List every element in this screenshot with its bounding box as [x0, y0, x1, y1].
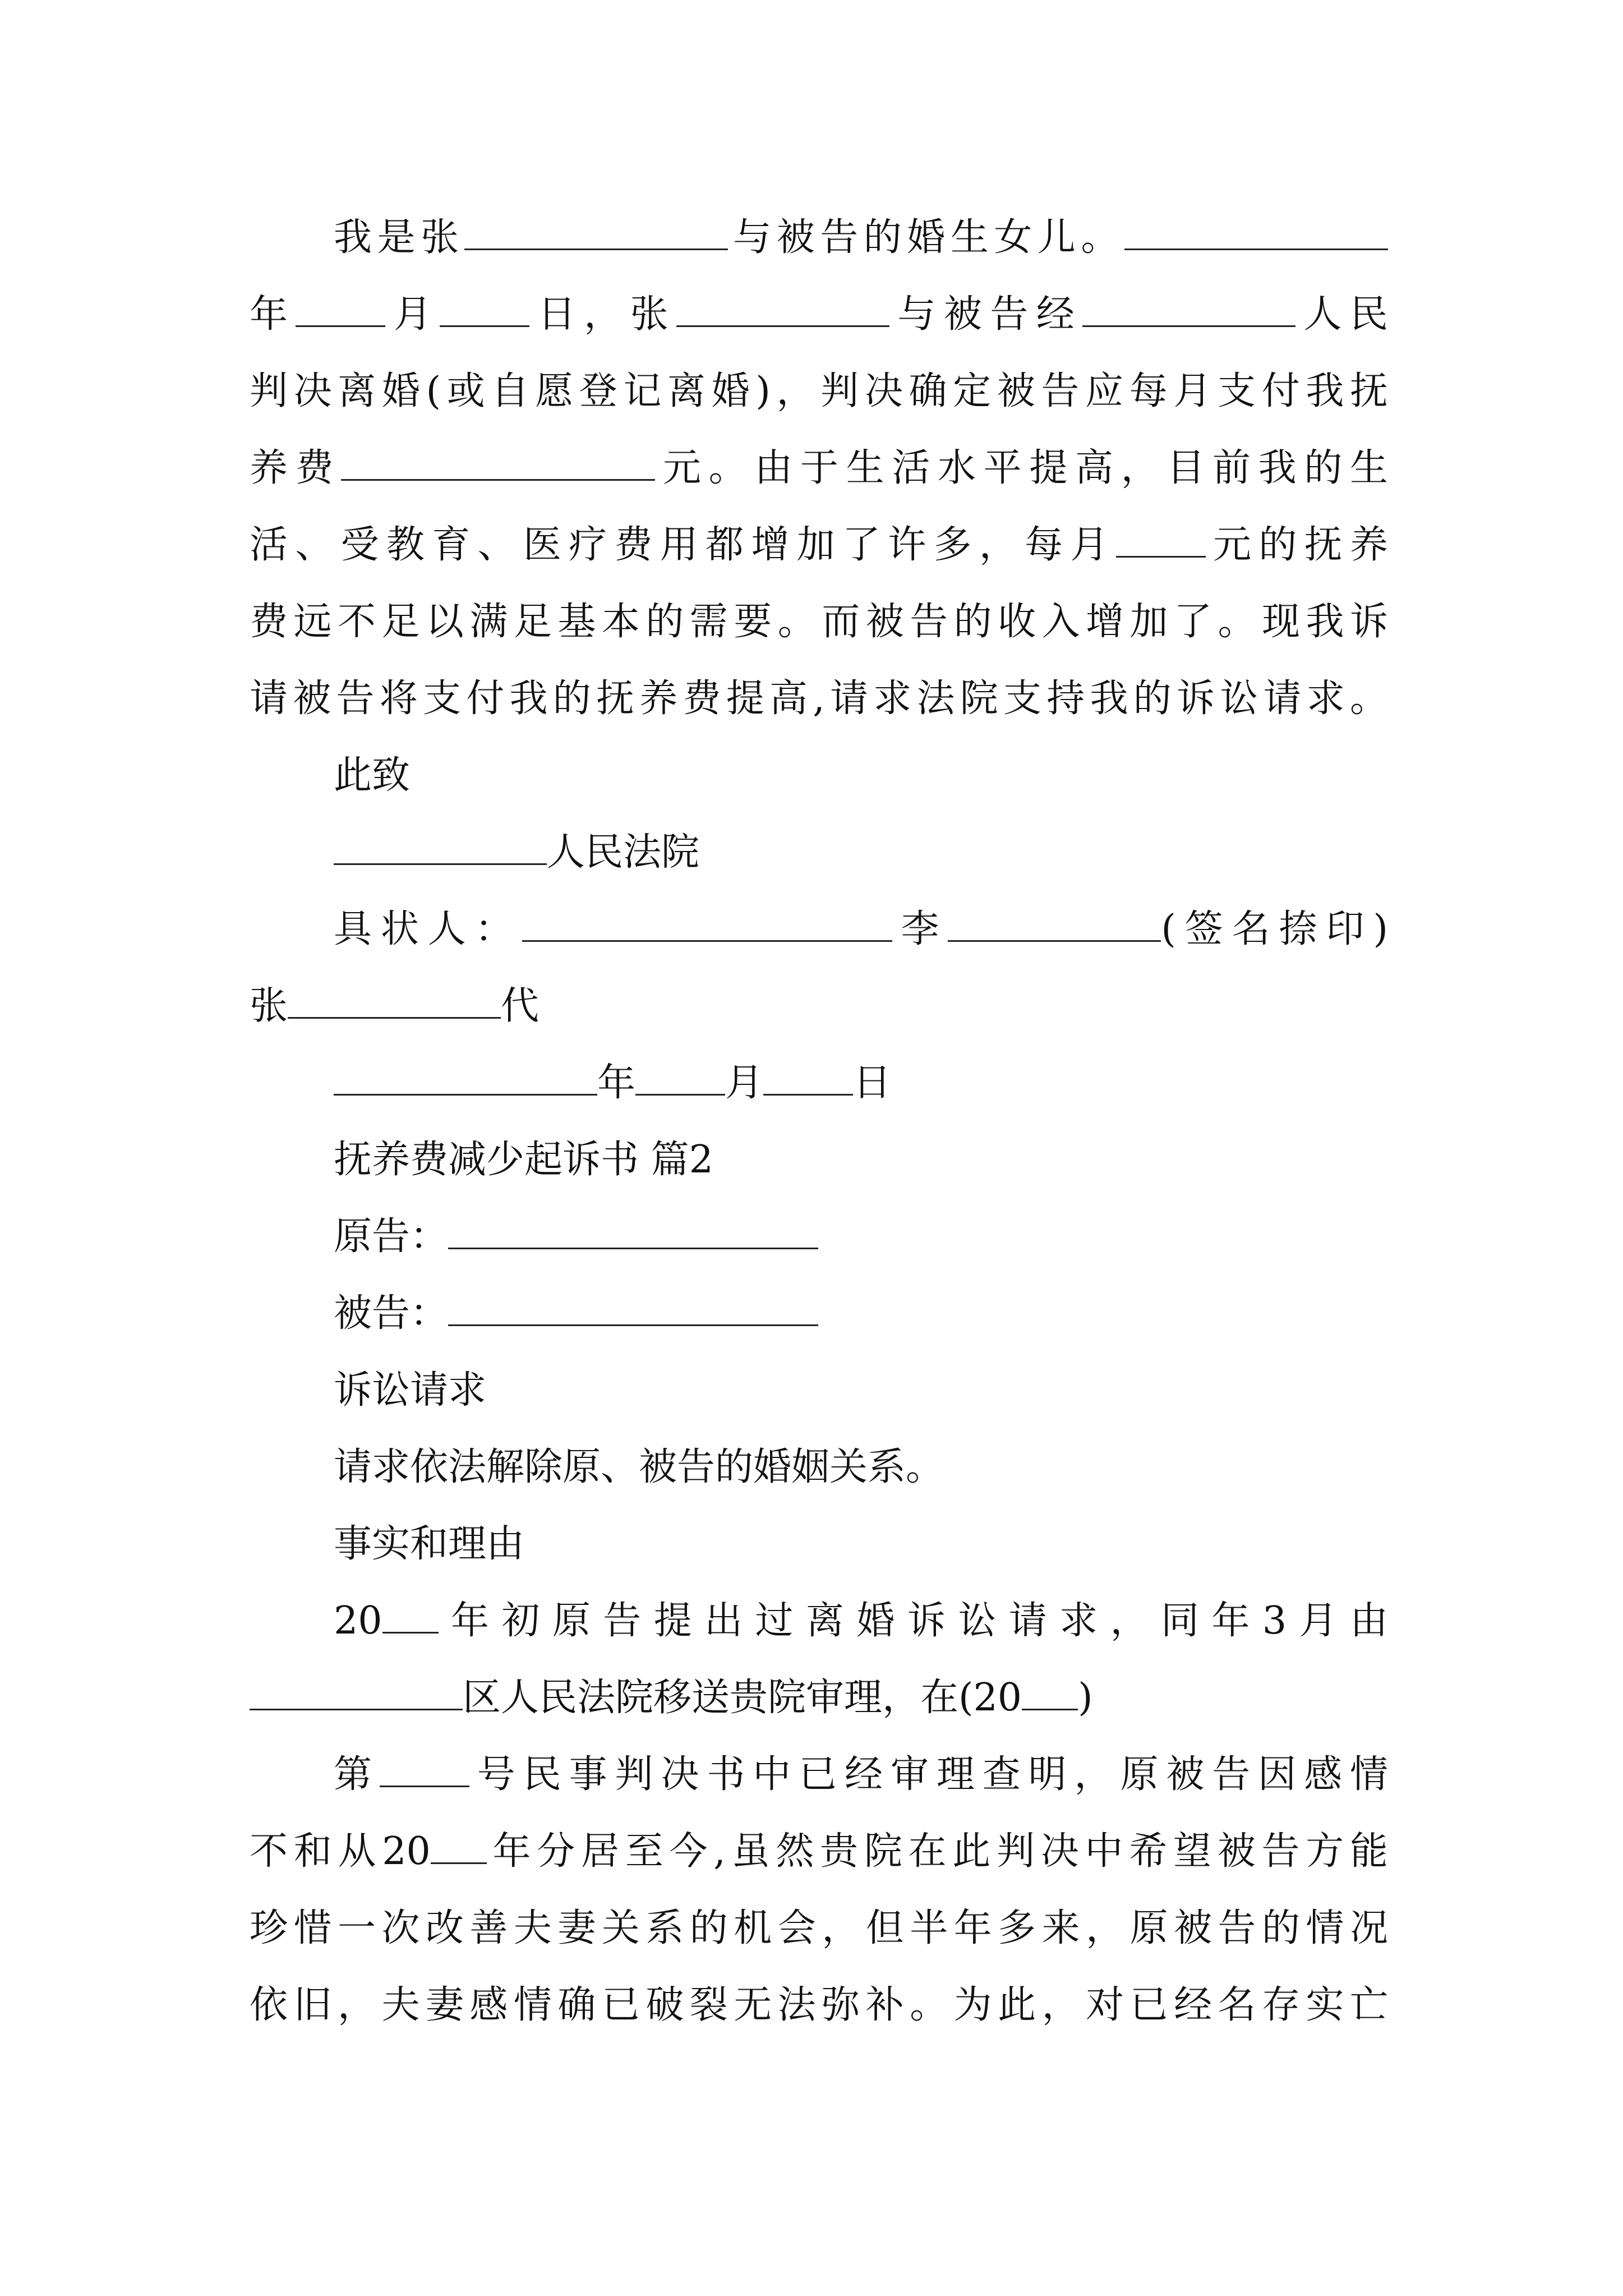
fill-blank	[948, 912, 1161, 942]
paragraph-line	[250, 1813, 1388, 1890]
text-segment: 人民	[1295, 292, 1388, 337]
text-segment: 年分居至今,虽然贵院在此判决中希望被告方能	[486, 1829, 1388, 1874]
paragraph-line	[250, 199, 1388, 276]
claims-text: 请求依法解除原、被告的婚姻关系。	[334, 1445, 944, 1489]
fill-blank	[288, 989, 501, 1019]
text-segment: 养费	[250, 446, 342, 490]
paragraph-line: 依旧，夫妻感情确已破裂无法弥补。为此，对已经名存实亡	[250, 1983, 1388, 2027]
claims-heading: 诉讼请求	[334, 1368, 487, 1412]
text-segment: 元的抚养	[1205, 523, 1388, 567]
fill-blank	[522, 912, 892, 942]
text-segment: 李	[892, 907, 948, 951]
fill-blank	[250, 1681, 463, 1710]
date-line	[250, 1045, 1388, 1121]
text-segment: 第	[334, 1752, 380, 1797]
text-segment: 与被告经	[889, 292, 1083, 337]
fill-blank	[448, 1296, 818, 1326]
fill-blank	[380, 1757, 469, 1787]
text-segment: 人民法院	[547, 830, 700, 875]
text-segment: 日	[853, 1061, 892, 1105]
fill-blank	[448, 1220, 818, 1249]
text-segment: 代	[501, 984, 540, 1028]
paragraph-line: 请被告将支付我的抚养费提高,请求法院支持我的诉讼请求。	[250, 677, 1388, 721]
defendant-line	[250, 1275, 1388, 1352]
paragraph-line	[250, 430, 1388, 507]
paragraph-line: 珍惜一次改善夫妻关系的机会，但半年多来，原被告的情况	[250, 1906, 1388, 1950]
fill-blank	[464, 220, 728, 250]
paragraph-line	[250, 1659, 1388, 1736]
document-body	[250, 199, 1388, 2044]
paragraph-line	[250, 1736, 1388, 1813]
salutation: 此致	[334, 753, 411, 798]
fill-blank	[1124, 220, 1388, 250]
fill-blank	[1082, 297, 1295, 327]
fill-blank	[296, 297, 385, 327]
text-segment: 被告：	[334, 1291, 449, 1336]
text-segment: 元。由于生活水平提高，目前我的生	[655, 446, 1388, 490]
plaintiff-line	[250, 1198, 1388, 1275]
text-segment: 不和从20	[250, 1829, 431, 1874]
text-segment: 年初原告提出过离婚诉讼请求，同年3月由	[438, 1599, 1388, 1643]
fill-blank	[1022, 1681, 1078, 1710]
text-segment: 原告：	[334, 1214, 449, 1259]
text-segment: 年	[597, 1061, 636, 1105]
text-segment: 我是张	[334, 215, 464, 260]
fill-blank	[1116, 528, 1206, 558]
agent-line	[250, 968, 1388, 1045]
text-segment: 张	[250, 984, 288, 1028]
facts-heading: 事实和理由	[334, 1522, 525, 1566]
text-segment: 具状人：	[334, 907, 522, 951]
paragraph-line	[250, 507, 1388, 583]
text-segment: 活、受教育、医疗费用都增加了许多，每月	[250, 523, 1116, 567]
fill-blank	[341, 451, 655, 481]
fill-blank	[635, 1066, 725, 1096]
fill-blank	[431, 1834, 487, 1864]
text-segment: 20	[334, 1599, 382, 1643]
text-segment: 号民事判决书中已经审理查明，原被告因感情	[469, 1752, 1388, 1797]
fill-blank	[440, 297, 529, 327]
text-segment: )	[1078, 1676, 1093, 1720]
fill-blank	[382, 1604, 439, 1634]
fill-blank	[334, 835, 547, 865]
paragraph-line	[250, 276, 1388, 353]
text-segment: 日，张	[529, 292, 676, 337]
text-segment: 年	[250, 292, 296, 337]
court-line	[250, 814, 1388, 891]
paragraph-line	[250, 1582, 1388, 1659]
text-segment: 月	[725, 1061, 764, 1105]
text-segment: 与被告的婚生女儿。	[727, 215, 1124, 260]
text-segment: 区人民法院移送贵院审理，在(20	[463, 1676, 1022, 1720]
petitioner-line	[250, 891, 1388, 968]
paragraph-line: 判决离婚(或自愿登记离婚)，判决确定被告应每月支付我抚	[250, 369, 1388, 413]
fill-blank	[676, 297, 889, 327]
fill-blank	[763, 1066, 853, 1096]
section-title: 抚养费减少起诉书 篇2	[334, 1138, 713, 1182]
text-segment: (签名捺印)	[1161, 907, 1388, 951]
text-segment: 月	[385, 292, 440, 337]
fill-blank	[334, 1066, 597, 1096]
paragraph-line: 费远不足以满足基本的需要。而被告的收入增加了。现我诉	[250, 600, 1388, 644]
